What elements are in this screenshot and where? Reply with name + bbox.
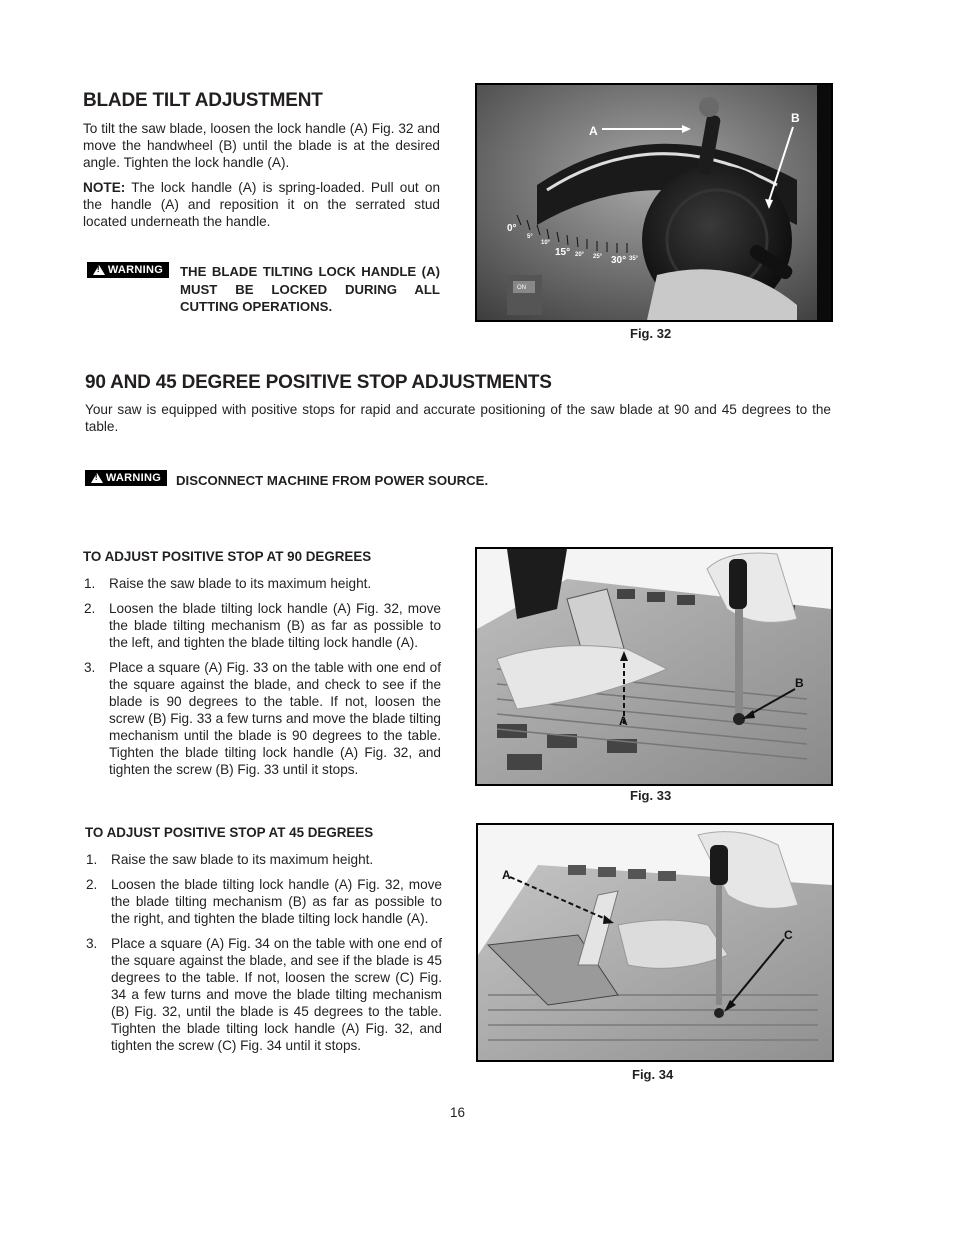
fig32-scale-10: 10° — [541, 240, 551, 246]
note-text: The lock handle (A) is spring-loaded. Pull out on the handle (A) and reposition it on the serrated stud located underneath the handle. — [83, 180, 440, 229]
blade-tilt-paragraph: To tilt the saw blade, loosen the lock handle (A) Fig. 32 and move the handwheel (B) until the blade is at the desired angle. Tighten the lock handle (A). — [83, 121, 440, 170]
figure-33-caption: Fig. 33 — [630, 788, 672, 803]
step-text: Place a square (A) Fig. 34 on the table with one end of the square against the blade, and see if the blade is 45 degrees to the table. If not, loosen the screw (C) Fig. 34 a few turns and move the blade tilting mechanism (B) Fig. 32, until the blade is 45 degrees to the table. Tighten the blade tilting lock handle (A) Fig. 32, and tighten the screw (C) Fig. 34 until it stops. — [111, 936, 442, 1053]
step-text: Raise the saw blade to its maximum height. — [109, 576, 372, 591]
fig32-label-b: B — [791, 111, 800, 125]
warning-text-tilt: THE BLADE TILTING LOCK HANDLE (A) MUST BE LOCKED DURING ALL CUTTING OPERATIONS. — [180, 264, 440, 314]
fig32-scale-5: 5° — [527, 234, 533, 240]
warning-badge-tilt — [87, 262, 169, 278]
list-item — [86, 851, 442, 868]
figure-33-illustration — [477, 549, 831, 784]
warning-text-power: DISCONNECT MACHINE FROM POWER SOURCE. — [176, 473, 489, 488]
fig32-scale-15: 15° — [555, 247, 571, 258]
fig32-scale-35: 35° — [629, 256, 639, 262]
fig34-label-a: A — [502, 868, 511, 882]
step-number: 2. — [86, 877, 98, 892]
figure-32-image — [475, 83, 833, 322]
figure-34-image — [476, 823, 834, 1062]
fig33-label-b: B — [795, 676, 804, 690]
fig32-scale-0: 0° — [507, 223, 517, 234]
figure-34-caption: Fig. 34 — [632, 1067, 674, 1082]
fig32-label-a: A — [589, 124, 598, 138]
step-number: 1. — [86, 852, 98, 867]
step-text: Loosen the blade tilting lock handle (A) Fig. 32, move the blade tilting mechanism (B) as far as possible to the left, and tighten the blade tilting lock handle (A). — [109, 601, 441, 650]
step-number: 3. — [86, 936, 98, 951]
positive-stops-intro: Your saw is equipped with positive stops for rapid and accurate positioning of the saw blade at 90 and 45 degrees to the table. — [85, 402, 831, 434]
fig32-switch-label: ON — [517, 285, 526, 291]
step-number: 3. — [84, 660, 96, 675]
figure-32-illustration — [477, 85, 831, 320]
step-number: 2. — [84, 601, 96, 616]
note-label: NOTE: — [83, 180, 126, 195]
fig32-scale-20: 20° — [575, 252, 585, 258]
warning-badge-power — [85, 470, 167, 486]
step-number: 1. — [84, 576, 96, 591]
stop90-steps — [84, 575, 441, 786]
figure-34-illustration — [478, 825, 832, 1060]
fig33-label-a: A — [619, 714, 628, 728]
list-item — [84, 659, 441, 778]
warning-triangle-icon — [93, 265, 105, 275]
warning-badge-label: WARNING — [105, 472, 162, 484]
stop90-heading: TO ADJUST POSITIVE STOP AT 90 DEGREES — [83, 549, 372, 564]
fig34-label-c: C — [784, 928, 793, 942]
stop45-steps — [86, 851, 442, 1062]
list-item — [84, 600, 441, 651]
blade-tilt-title: BLADE TILT ADJUSTMENT — [83, 90, 323, 111]
fig32-scale-30: 30° — [611, 255, 627, 266]
step-text: Loosen the blade tilting lock handle (A) Fig. 32, move the blade tilting mechanism (B) as far as possible to the right, and tighten the blade tilting lock handle (A). — [111, 877, 442, 926]
list-item — [86, 876, 442, 927]
step-text: Place a square (A) Fig. 33 on the table with one end of the square against the blade, and check to see if the blade is 90 degrees to the table. If not, loosen the screw (B) Fig. 33 a few turns and move the blade tilting mechanism until the blade is 90 degrees to the table. Tighten the blade tilting lock handle (A) Fig. 32, and tighten the screw (B) Fig. 33 until it stops. — [109, 660, 441, 777]
list-item — [84, 575, 441, 592]
warning-triangle-icon — [91, 473, 103, 483]
list-item — [86, 935, 442, 1054]
step-text: Raise the saw blade to its maximum height. — [111, 852, 374, 867]
fig32-scale-25: 25° — [593, 254, 603, 260]
positive-stops-title: 90 AND 45 DEGREE POSITIVE STOP ADJUSTMENTS — [85, 372, 552, 393]
warning-badge-label: WARNING — [107, 264, 164, 276]
blade-tilt-note — [83, 179, 440, 230]
figure-32-caption: Fig. 32 — [630, 326, 672, 341]
page-number: 16 — [450, 1105, 466, 1120]
figure-33-image — [475, 547, 833, 786]
stop45-heading: TO ADJUST POSITIVE STOP AT 45 DEGREES — [85, 825, 374, 840]
